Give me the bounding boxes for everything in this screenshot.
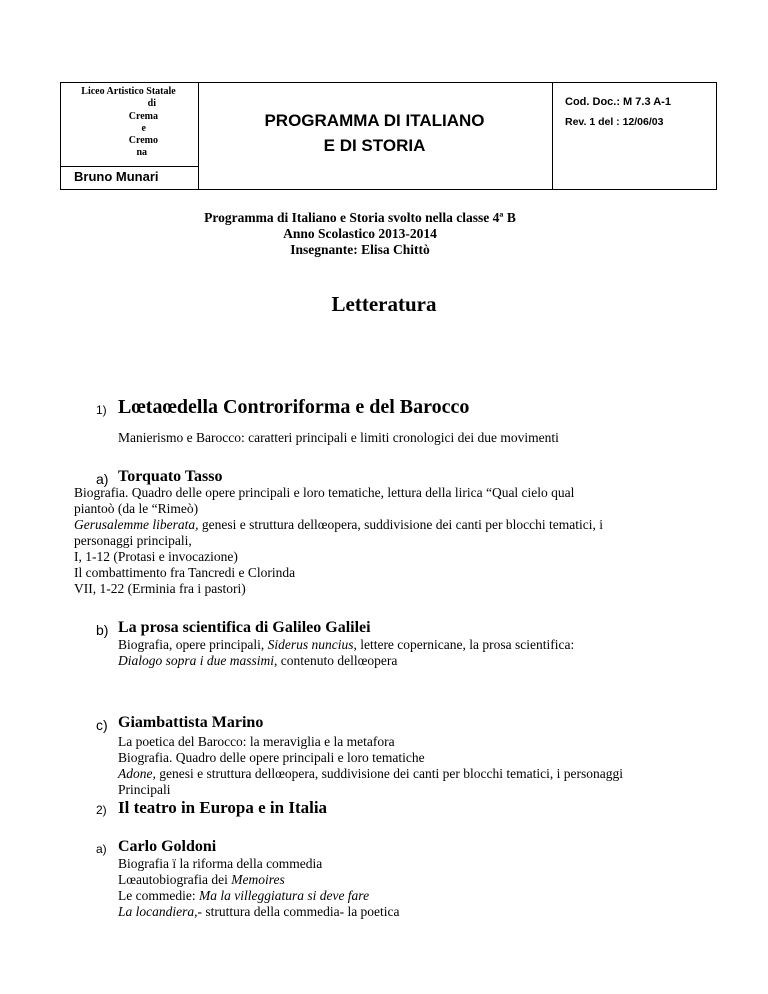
subsection-letter: a) (96, 842, 107, 856)
document-title (197, 108, 552, 158)
text-line: La poetica del Barocco: la meraviglia e la metafora (118, 734, 395, 749)
work-title: Adone, (118, 766, 156, 781)
school-line: na (136, 147, 147, 159)
subsection-heading: La prosa scientifica di Galileo Galilei (118, 619, 371, 636)
text-fragment: , lettere copernicane, la prosa scientifica: (353, 637, 575, 652)
intro-teacher: Insegnante: Elisa Chittò (290, 242, 430, 257)
school-line: Crema (128, 110, 158, 122)
header-divider-right (552, 83, 553, 189)
section-heading: Il teatro in Europa e in Italia (118, 798, 328, 817)
text-line: Biografia. Quadro delle opere principali e loro tematiche, lettura della lirica “Qual cielo qual (74, 485, 575, 500)
school-line: Liceo Artistico Statale (81, 86, 176, 97)
text-line: Principali (118, 782, 171, 797)
work-title: Dialogo sopra i due massimi (118, 653, 275, 668)
school-line: di (147, 98, 156, 110)
text-line (118, 653, 397, 669)
text-fragment: ,- struttura della commedia- la poetica (194, 904, 400, 919)
text-line (118, 904, 400, 920)
text-line: Il combattimento fra Tancredi e Clorinda (74, 565, 296, 580)
subsection-letter: c) (96, 717, 108, 733)
work-title: Siderus nuncius (267, 637, 354, 652)
header-divider-school (61, 166, 199, 167)
school-name: Bruno Munari (74, 169, 159, 184)
text-line (118, 637, 574, 653)
text-line (74, 517, 603, 533)
subsection-heading: Torquato Tasso (118, 468, 223, 485)
document-revision: Rev. 1 del : 12/06/03 (565, 116, 664, 128)
document-title-line1: PROGRAMMA DI ITALIANO (264, 111, 485, 130)
work-title: Ma la villeggiatura si deve fare (198, 888, 370, 903)
subsection-heading: Giambattista Marino (118, 714, 264, 731)
text-line: VII, 1-22 (Erminia fra i pastori) (74, 581, 246, 596)
section-heading: Lœtaœdella Controriforma e del Barocco (118, 396, 470, 418)
text-line: Biografia. Quadro delle opere principali e loro tematiche (118, 750, 425, 765)
text-fragment: genesi e struttura dellœopera, suddivisione dei canti per blocchi tematici, i personaggi (155, 766, 623, 781)
text-fragment: Lœautobiografia dei (118, 872, 232, 887)
subsection-letter: b) (96, 622, 109, 638)
subsection-letter: a) (96, 471, 109, 487)
intro-year: Anno Scolastico 2013-2014 (283, 226, 437, 241)
intro-class: Programma di Italiano e Storia svolto nella classe 4ª B (204, 210, 516, 225)
school-line: Cremo (128, 135, 158, 147)
document-code: Cod. Doc.: M 7.3 A-1 (565, 96, 671, 108)
school-line: e (141, 122, 146, 134)
work-title: La locandiera (118, 904, 195, 919)
text-fragment: Le commedie: (118, 888, 199, 903)
work-title: Gerusalemme liberata, (74, 517, 199, 532)
program-intro (150, 210, 570, 258)
text-line: personaggi principali, (74, 533, 192, 548)
work-title: Memoires (231, 872, 285, 887)
text-fragment: Biografia, opere principali, (118, 637, 268, 652)
text-line (118, 888, 369, 904)
text-line (118, 766, 623, 782)
text-line: Biografia ï la riforma della commedia (118, 856, 323, 871)
text-fragment: , contenuto dellœopera (274, 653, 398, 668)
text-fragment: genesi e struttura dellœopera, suddivisione dei canti per blocchi tematici, i (198, 517, 603, 532)
school-label (61, 86, 196, 160)
document-title-line2: E DI STORIA (323, 136, 426, 155)
section-description: Manierismo e Barocco: caratteri principali e limiti cronologici dei due movimenti (118, 430, 559, 445)
section-number: 2) (96, 803, 107, 817)
text-line: I, 1-12 (Protasi e invocazione) (74, 549, 238, 564)
text-line: piantoò (da le “Rimeò) (74, 501, 199, 516)
section-number: 1) (96, 403, 107, 417)
text-line (118, 872, 285, 888)
section-title: Letteratura (331, 292, 437, 316)
subsection-heading: Carlo Goldoni (118, 838, 217, 855)
